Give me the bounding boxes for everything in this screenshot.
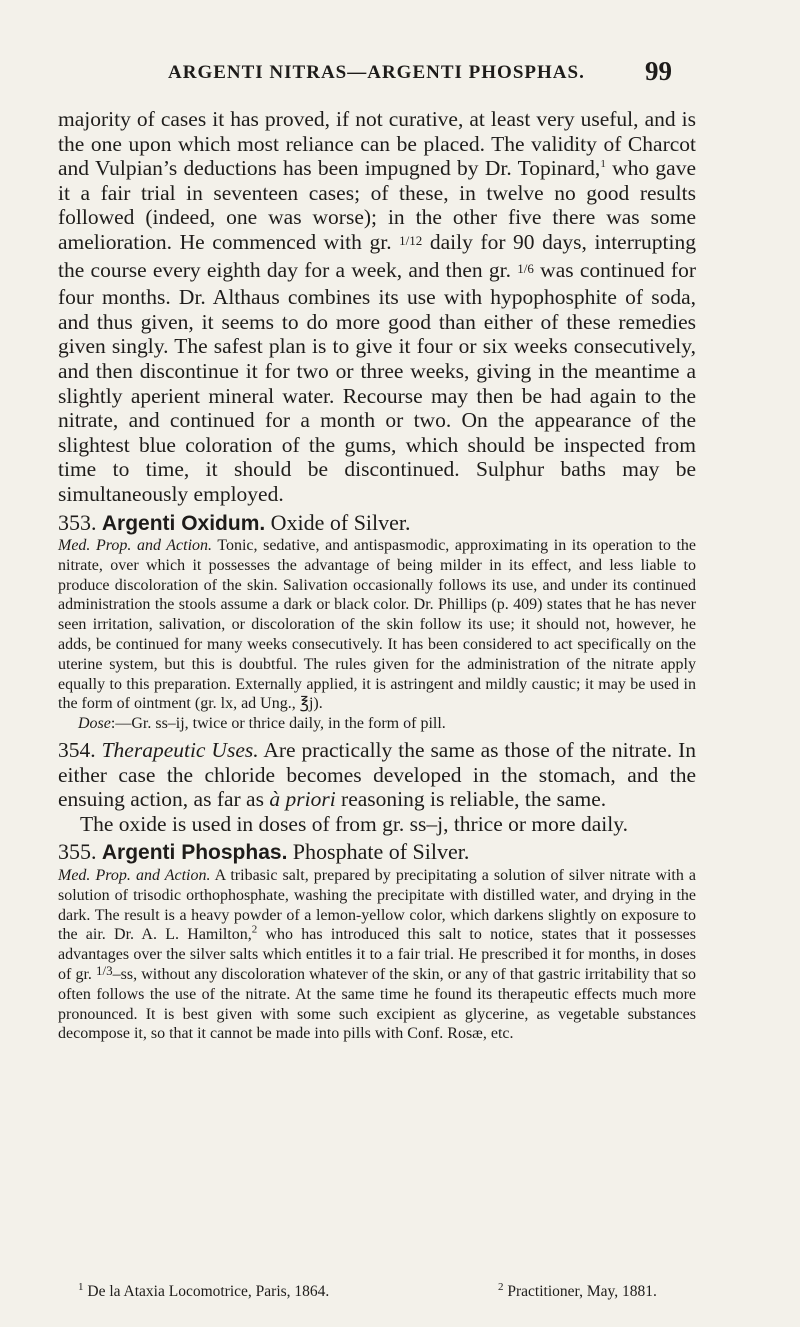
body-text (58, 107, 696, 1044)
section-354-dose: The oxide is used in doses of from gr. ss–j, thrice or more daily. (80, 811, 628, 836)
section-354-title: Therapeutic Uses. (101, 738, 259, 763)
section-353-heading: 353. Argenti Oxidum. Oxide of Silver. (58, 509, 411, 535)
fraction: 1/6 (517, 260, 534, 276)
footnote-ref-2: 2 (251, 924, 258, 937)
section-354-text: 354. Therapeutic Uses. Are practically the same as those of the nitrate. In either case the chloride becomes developed in the stomach, and the ensuing action, as far as à priori reasoning is reliable, the same. (58, 738, 696, 812)
dose-label: Dose (78, 715, 111, 733)
fraction: 1/12 (399, 232, 423, 248)
fraction: 1/3 (96, 963, 113, 979)
subheading-label: Med. Prop. and Action. (58, 537, 213, 555)
subheading-label: Med. Prop. and Action. (58, 867, 211, 885)
section-355-heading: 355. Argenti Phosphas. Phosphate of Silver. (58, 839, 470, 865)
footnote-1: $^1$ De la Ataxia Locomotrice, Paris, 1864. (78, 1280, 330, 1300)
section-355-text: Med. Prop. and Action. A tribasic salt, prepared by precipitating a solution of silver nitrate with a solution of trisodic orthophosphate, washing the precipitate with distilled water, and drying in the dark. The result is a heavy powder of a lemon-yellow color, which darkens slightly on exposure to the air. Dr. A. L. Hamilton,$^2$ who has introduced this salt to notice, states that it possesses advantages over the silver salts which entitles it to a fair trial. He prescribed it for months, in doses of gr. 1/3–ss, without any discoloration whatever of the skin, or any of that gastric irritability that so often follows the use of the nitrate. At the same time he found its therapeutic effects much more pronounced. It is best given with some such excipient as glycerine, as vegetable substances decompose it, so that it cannot be made into pills with Conf. Rosæ, etc. (58, 867, 697, 1043)
page-header (0, 56, 800, 90)
section-353-text: Med. Prop. and Action. Tonic, sedative, and antispasmodic, approximating in its operation to the nitrate, over which it possesses the advantage of being milder in its effect, and less liable to produce discoloration of the skin. Salivation occasionally follows its use, and under its continued administration the stools assume a dark or black color. Dr. Phillips (p. 409) states that he has never seen irritation, salivation, or discoloration of the skin follow its use; it should not, however, he adds, be continued for many weeks consecutively. It has been considered to act specifically on the uterine system, but this is doubtful. The rules given for the administration of the nitrate apply equally to this preparation. Externally applied, it is astringent and mildly caustic; it may be used in the form of ointment (gr. lx, ad Ung., ℥j). (58, 537, 697, 713)
footnote-ref-1: 1 (600, 158, 606, 171)
paragraph-continuation: majority of cases it has proved, if not curative, at least very useful, and is the one upon which most reliance can be placed. The validity of Charcot and Vulpian’s deductions has been impugned by Dr. Topinard,$^1$ who gave it a fair trial in seventeen cases; of these, in twelve no good results followed (indeed, one was worse); in the other five there was some amelioration. He commenced with gr. 1/12 daily for 90 days, interrupting the course every eighth day for a week, and then gr. 1/6 was continued for four months. Dr. Althaus combines its use with hypophosphite of soda, and thus given, it seems to do more good than either of these remedies given singly. The safest plan is to give it four or six weeks consecutively, and then discontinue it for two or three weeks, giving in the meantime a slightly aperient mineral water. Recourse may then be had again to the nitrate, and continued for a month or two. On the appearance of the slightest blue coloration of the gums, which should be inspected from time to time, it should be discontinued. Sulphur baths may be simultaneously employed. (58, 107, 696, 506)
footnote-2: $^2$ Practitioner, May, 1881. (498, 1280, 657, 1300)
section-353-dose: Dose:—Gr. ss–ij, twice or thrice daily, in the form of pill. (78, 715, 446, 733)
running-title: ARGENTI NITRAS—ARGENTI PHOSPHAS. (168, 62, 585, 83)
page-number: 99 (645, 56, 672, 86)
